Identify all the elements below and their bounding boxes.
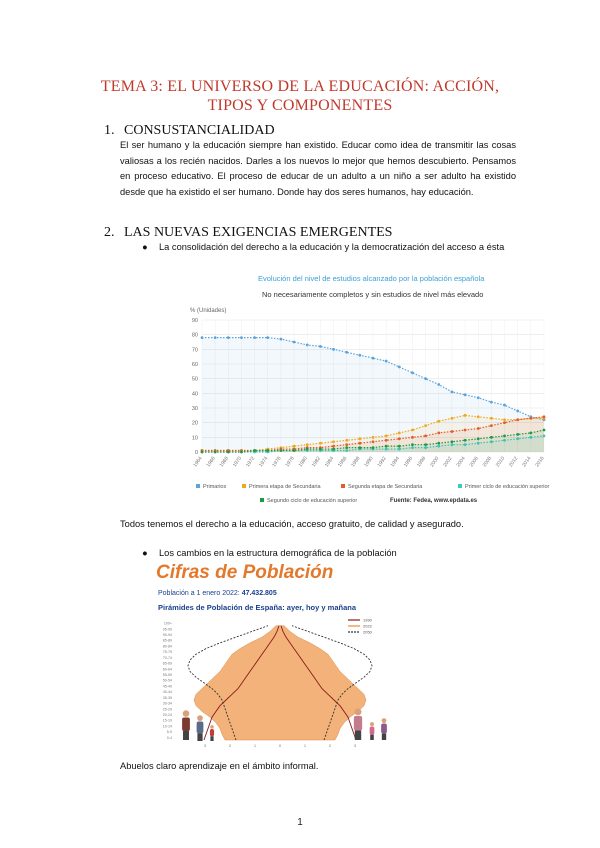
pyramid-2022-shape — [194, 626, 366, 740]
age-label: 30-34 — [162, 701, 172, 706]
data-point — [345, 443, 348, 446]
chart-conclusion-paragraph: Todos tenemos el derecho a la educación, acceso gratuito, de calidad y asegurado. — [120, 519, 464, 529]
data-point — [503, 421, 506, 424]
data-point — [201, 451, 204, 454]
data-point — [214, 451, 217, 454]
data-point — [319, 448, 322, 451]
legend-label: Primarios — [203, 484, 227, 490]
x-tick-label: 2010 — [494, 455, 507, 469]
data-point — [372, 440, 375, 443]
section-1-paragraph: El ser humano y la educación siempre han existido. Educar como idea de transmitir las cosas valiosas a los recién nacidos. Darles a los nuevos lo mejor que hemos descubierto. Pensamos en proceso educativo. El proceso de educar de un adulto a un niño a ser adulto ha existido desde que ha existido el ser humano. Donde hay dos seres humanos, hay educación. — [120, 140, 516, 197]
data-point — [385, 434, 388, 437]
data-point — [477, 396, 480, 399]
age-label: 20-24 — [162, 713, 172, 717]
data-point — [358, 354, 361, 357]
data-point — [464, 393, 467, 396]
age-label: 0-4 — [166, 735, 172, 740]
data-point — [490, 436, 493, 439]
data-point — [227, 451, 230, 454]
data-point — [385, 360, 388, 363]
x-tick-label: 1988 — [350, 455, 362, 469]
population-label: Población a 1 enero 2022: — [158, 590, 240, 597]
x-tick-label: 1980 — [297, 455, 309, 469]
elder-figure-head — [197, 715, 203, 721]
data-point — [293, 449, 296, 452]
legend-swatch — [242, 484, 246, 488]
data-point — [437, 442, 440, 445]
education-level-chart — [176, 272, 558, 510]
population-pyramid — [150, 560, 400, 758]
population-infographic — [150, 560, 400, 758]
y-tick-label: 70 — [191, 347, 198, 354]
child-figure-head — [210, 725, 214, 729]
data-point — [516, 418, 519, 421]
data-point — [477, 427, 480, 430]
data-point — [345, 446, 348, 449]
data-point — [464, 414, 467, 417]
data-point — [332, 440, 335, 443]
adult-figure-head — [382, 718, 387, 723]
x-tick-label: 1982 — [310, 455, 323, 469]
data-point — [477, 415, 480, 418]
age-label: 55-59 — [162, 673, 172, 677]
data-point — [332, 348, 335, 351]
age-label: 75-79 — [162, 650, 172, 655]
x-axis-label: 1 — [253, 743, 257, 748]
data-point — [490, 401, 493, 404]
data-point — [345, 351, 348, 354]
data-point — [464, 429, 467, 432]
age-label: 60-64 — [162, 667, 172, 672]
data-point — [358, 437, 361, 440]
data-point — [451, 440, 454, 443]
age-label: 80-84 — [162, 644, 172, 649]
data-point — [306, 443, 309, 446]
x-tick-label: 1964 — [192, 455, 204, 469]
x-tick-label: 1986 — [337, 455, 349, 469]
data-point — [398, 366, 401, 369]
data-point — [253, 336, 256, 339]
child-figure-head — [370, 722, 374, 726]
data-point — [240, 451, 243, 454]
legend-label: Segunda etapa de Secundaria — [348, 484, 423, 490]
chart-plot-area — [176, 272, 558, 510]
woman-figure-legs — [355, 730, 361, 740]
data-point — [306, 448, 309, 451]
child-figure-legs — [370, 735, 374, 740]
data-point — [372, 446, 375, 449]
data-point — [266, 449, 269, 452]
data-point — [398, 445, 401, 448]
data-point — [411, 443, 414, 446]
x-tick-label: 2004 — [455, 455, 467, 469]
chart-source: Fuente: Fedea, www.epdata.es — [390, 498, 478, 504]
data-point — [201, 336, 204, 339]
y-tick-label: 60 — [191, 362, 198, 368]
bullet-dot-icon: ● — [142, 242, 148, 252]
y-tick-label: 90 — [191, 318, 198, 324]
x-tick-label: 1992 — [376, 455, 388, 469]
x-axis-label: 2 — [228, 743, 232, 748]
elder-figure-body — [182, 718, 190, 732]
data-point — [319, 442, 322, 445]
age-label: 5-9 — [166, 730, 172, 735]
data-point — [306, 344, 309, 347]
age-label: 50-54 — [162, 678, 172, 683]
y-tick-label: 0 — [194, 450, 198, 456]
age-label: 85-89 — [162, 638, 172, 643]
data-point — [227, 336, 230, 339]
age-label: 45-49 — [162, 684, 172, 689]
woman-figure-head — [354, 708, 361, 715]
chart-y-axis-label: % (Unidades) — [190, 308, 227, 314]
y-tick-label: 30 — [191, 406, 198, 412]
age-label: 40-44 — [162, 690, 172, 695]
adult-figure-legs — [382, 733, 386, 740]
age-label: 35-39 — [162, 695, 172, 700]
x-tick-label: 1978 — [284, 455, 296, 469]
x-tick-label: 2014 — [521, 455, 533, 469]
age-label: 10-14 — [162, 724, 172, 729]
woman-figure-body — [354, 716, 362, 730]
data-point — [516, 433, 519, 436]
pyramid-conclusion-paragraph: Abuelos claro aprendizaje en el ámbito informal. — [120, 761, 319, 771]
data-point — [424, 443, 427, 446]
data-point — [529, 417, 532, 420]
data-point — [451, 417, 454, 420]
x-tick-label: 1970 — [231, 455, 244, 469]
y-tick-label: 40 — [191, 391, 198, 398]
x-tick-label: 1976 — [271, 455, 283, 469]
data-point — [411, 371, 414, 374]
data-point — [240, 336, 243, 339]
age-label: 15-19 — [162, 718, 172, 723]
child-figure-legs — [210, 736, 213, 741]
data-point — [358, 442, 361, 445]
data-point — [490, 417, 493, 420]
child-figure-body — [210, 729, 214, 736]
y-tick-label: 80 — [191, 332, 198, 339]
age-label: 100+ — [163, 621, 172, 626]
data-point — [503, 404, 506, 407]
legend-label: Primer ciclo de educación superior — [465, 484, 550, 490]
age-label: 95-99 — [162, 627, 172, 632]
legend-swatch — [458, 484, 462, 488]
legend-year: 1990 — [363, 617, 372, 623]
data-point — [424, 434, 427, 437]
age-label: 65-69 — [162, 661, 172, 666]
document-title-line-1: TEMA 3: EL UNIVERSO DE LA EDUCACIÓN: ACCIÓN, — [100, 78, 500, 95]
data-point — [503, 418, 506, 421]
section-heading-1 — [104, 123, 275, 139]
data-point — [516, 410, 519, 413]
y-tick-label: 20 — [191, 420, 198, 427]
data-point — [358, 446, 361, 449]
elder-figure-legs — [197, 733, 202, 741]
bullet-item — [143, 240, 516, 256]
data-point — [372, 436, 375, 439]
data-point — [345, 439, 348, 442]
document-title-line-2: TIPOS Y COMPONENTES — [207, 97, 393, 114]
data-point — [451, 390, 454, 393]
y-tick-label: 10 — [191, 435, 198, 442]
x-tick-label: 2012 — [508, 455, 520, 469]
data-point — [214, 336, 217, 339]
legend-label: Primera etapa de Secundaria — [249, 484, 321, 490]
x-tick-label: 2000 — [429, 455, 441, 469]
x-tick-label: 1974 — [258, 455, 270, 469]
legend-label: Segundo ciclo de educación superior — [267, 498, 358, 504]
data-point — [280, 338, 283, 341]
bullet-text: Los cambios en la estructura demográfica de la población — [159, 548, 397, 558]
x-tick-label: 1966 — [205, 455, 217, 469]
data-point — [332, 448, 335, 451]
legend-swatch — [260, 498, 264, 502]
x-axis-label: 3 — [353, 743, 357, 748]
data-point — [293, 445, 296, 448]
legend-swatch — [341, 484, 345, 488]
legend-year: 2022 — [363, 623, 372, 629]
age-label: 70-74 — [162, 655, 172, 660]
adult-figure-body — [381, 724, 387, 734]
x-tick-label: 1996 — [402, 455, 415, 469]
chart-subtitle: No necesariamente completos y sin estudios de nivel más elevado — [262, 290, 484, 299]
age-label: 25-29 — [162, 707, 172, 712]
section-heading-2 — [104, 225, 392, 241]
data-point — [411, 429, 414, 432]
population-title: Cifras de Población — [156, 562, 334, 583]
child-figure-body — [370, 727, 375, 735]
x-axis-label: 3 — [203, 743, 207, 748]
data-point — [385, 445, 388, 448]
data-point — [490, 424, 493, 427]
elder-figure-head — [183, 710, 190, 717]
data-point — [411, 436, 414, 439]
data-point — [529, 432, 532, 435]
legend-year: 2050 — [363, 629, 372, 635]
page-number: 1 — [297, 817, 303, 828]
data-point — [503, 434, 506, 437]
section-heading-text: LAS NUEVAS EXIGENCIAS EMERGENTES — [124, 225, 393, 240]
data-point — [398, 432, 401, 435]
data-point — [543, 429, 546, 432]
legend-swatch — [196, 484, 200, 488]
population-subtitle: Pirámides de Población de España: ayer, hoy y mañana — [158, 603, 356, 612]
x-tick-label: 1994 — [389, 455, 401, 469]
data-point — [319, 345, 322, 348]
data-point — [280, 449, 283, 452]
data-point — [293, 341, 296, 344]
x-tick-label: 2016 — [534, 455, 546, 469]
elder-figure-body — [197, 722, 204, 734]
data-point — [477, 437, 480, 440]
data-point — [464, 439, 467, 442]
x-tick-label: 2008 — [481, 455, 494, 469]
x-axis-label: 2 — [328, 743, 332, 748]
data-point — [437, 420, 440, 423]
data-point — [332, 445, 335, 448]
section-number: 2. — [104, 225, 115, 240]
bullet-text: La consolidación del derecho a la educación y la democratización del acceso a ésta — [159, 242, 505, 252]
x-tick-label: 1998 — [415, 455, 428, 469]
data-point — [424, 377, 427, 380]
x-tick-label: 1990 — [363, 455, 375, 469]
data-point — [372, 357, 375, 360]
x-axis-label: 0 — [278, 743, 282, 748]
x-tick-label: 1972 — [244, 455, 257, 469]
section-number: 1. — [104, 123, 115, 138]
population-value: 47.432.805 — [241, 590, 277, 597]
data-point — [266, 336, 269, 339]
x-axis-label: 1 — [303, 743, 307, 748]
data-point — [398, 437, 401, 440]
y-tick-label: 50 — [191, 376, 198, 383]
section-heading-text: CONSUSTANCIALIDAD — [124, 123, 275, 138]
chart-title: Evolución del nivel de estudios alcanzado por la población española — [258, 274, 485, 283]
data-point — [424, 424, 427, 427]
x-tick-label: 1984 — [323, 455, 336, 469]
age-label: 90-94 — [162, 633, 172, 637]
data-point — [451, 430, 454, 433]
x-tick-label: 2002 — [442, 455, 454, 469]
elder-figure-legs — [183, 731, 189, 740]
x-tick-label: 2006 — [468, 455, 480, 469]
bullet-dot-icon: ● — [142, 548, 148, 558]
data-point — [437, 383, 440, 386]
data-point — [543, 415, 546, 418]
data-point — [437, 432, 440, 435]
data-point — [385, 439, 388, 442]
data-point — [253, 449, 256, 452]
x-tick-label: 1968 — [218, 455, 230, 469]
